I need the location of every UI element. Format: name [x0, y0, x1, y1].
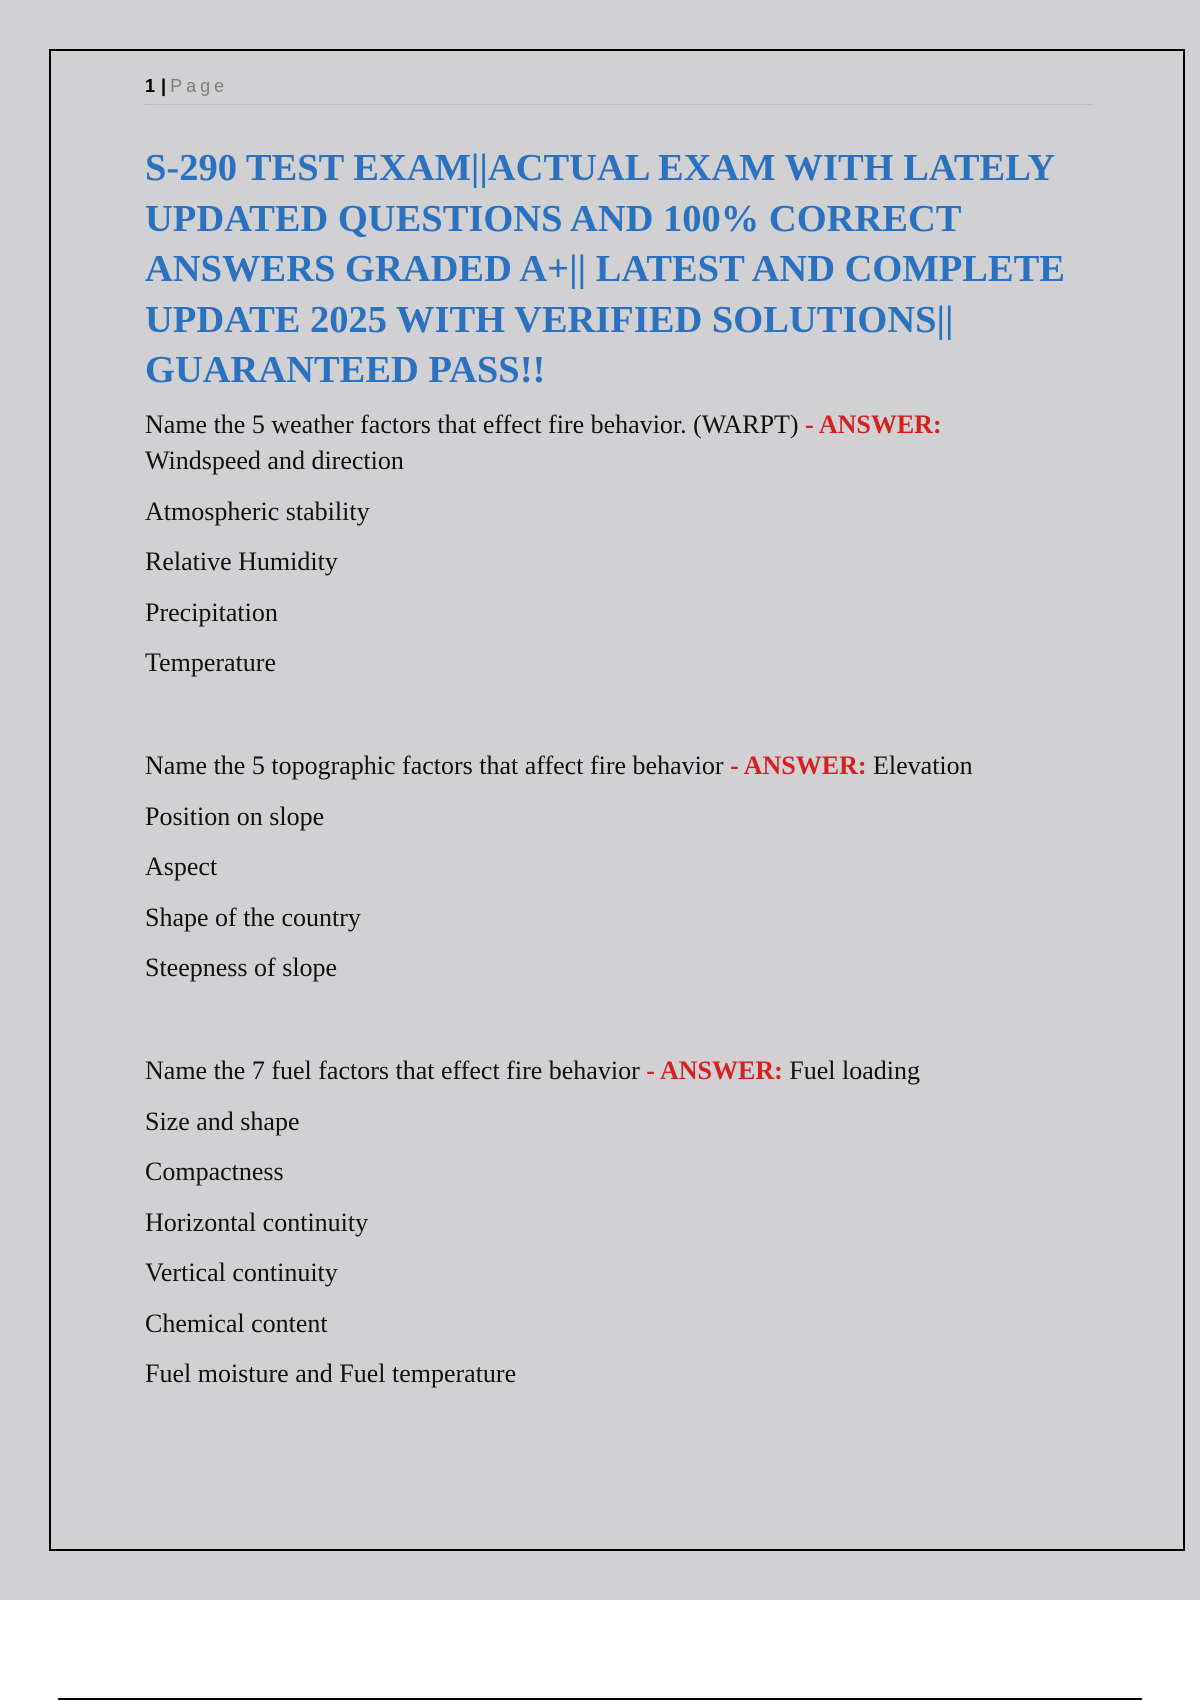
page-number: 1 — [145, 76, 156, 96]
page-word: Page — [170, 76, 229, 96]
answer-item: Fuel moisture and Fuel temperature — [145, 1359, 517, 1388]
qa-block — [145, 407, 1105, 681]
page-header — [145, 74, 1093, 105]
question-text: Name the 5 weather factors that effect fire behavior. (WARPT) — [145, 410, 799, 439]
qa-block — [145, 1053, 1105, 1392]
question-line — [145, 407, 1105, 443]
answer-item: Aspect — [145, 852, 218, 881]
answer-label: - ANSWER: — [646, 1056, 783, 1085]
answer-item: Size and shape — [145, 1106, 300, 1136]
answer-item: Shape of the country — [145, 902, 361, 932]
answer-item: Relative Humidity — [145, 547, 338, 576]
answer-item: Horizontal continuity — [145, 1207, 369, 1237]
answer-item: Temperature — [145, 648, 276, 677]
document-body — [145, 407, 1105, 1392]
question-line — [145, 748, 1105, 784]
answer-first-item: Windspeed and direction — [145, 446, 404, 475]
question-line — [145, 1053, 1105, 1089]
answer-item: Precipitation — [145, 597, 278, 627]
answer-first-item: Fuel loading — [789, 1056, 920, 1085]
qa-block — [145, 748, 1105, 986]
question-text: Name the 7 fuel factors that effect fire behavior — [145, 1056, 640, 1085]
answer-label: - ANSWER: — [805, 410, 942, 439]
answer-item: Vertical continuity — [145, 1258, 338, 1287]
answer-first-item: Elevation — [873, 751, 973, 780]
document-title: S-290 TEST EXAM||ACTUAL EXAM WITH LATELY UPDATED QUESTIONS AND 100% CORRECT ANSWERS GRADED A+|| LATEST AND COMPLETE UPDATE 2025 WITH VERIFIED SOLUTIONS|| GUARANTEED PASS!! — [145, 147, 1065, 391]
answer-item: Steepness of slope — [145, 953, 338, 982]
answer-item: Chemical content — [145, 1308, 328, 1338]
answer-item: Compactness — [145, 1157, 284, 1186]
question-text: Name the 5 topographic factors that affect fire behavior — [145, 751, 724, 780]
answer-item: Position on slope — [145, 801, 325, 831]
answer-item: Atmospheric stability — [145, 496, 370, 526]
page-separator: | — [161, 76, 167, 96]
answer-label: - ANSWER: — [730, 751, 867, 780]
